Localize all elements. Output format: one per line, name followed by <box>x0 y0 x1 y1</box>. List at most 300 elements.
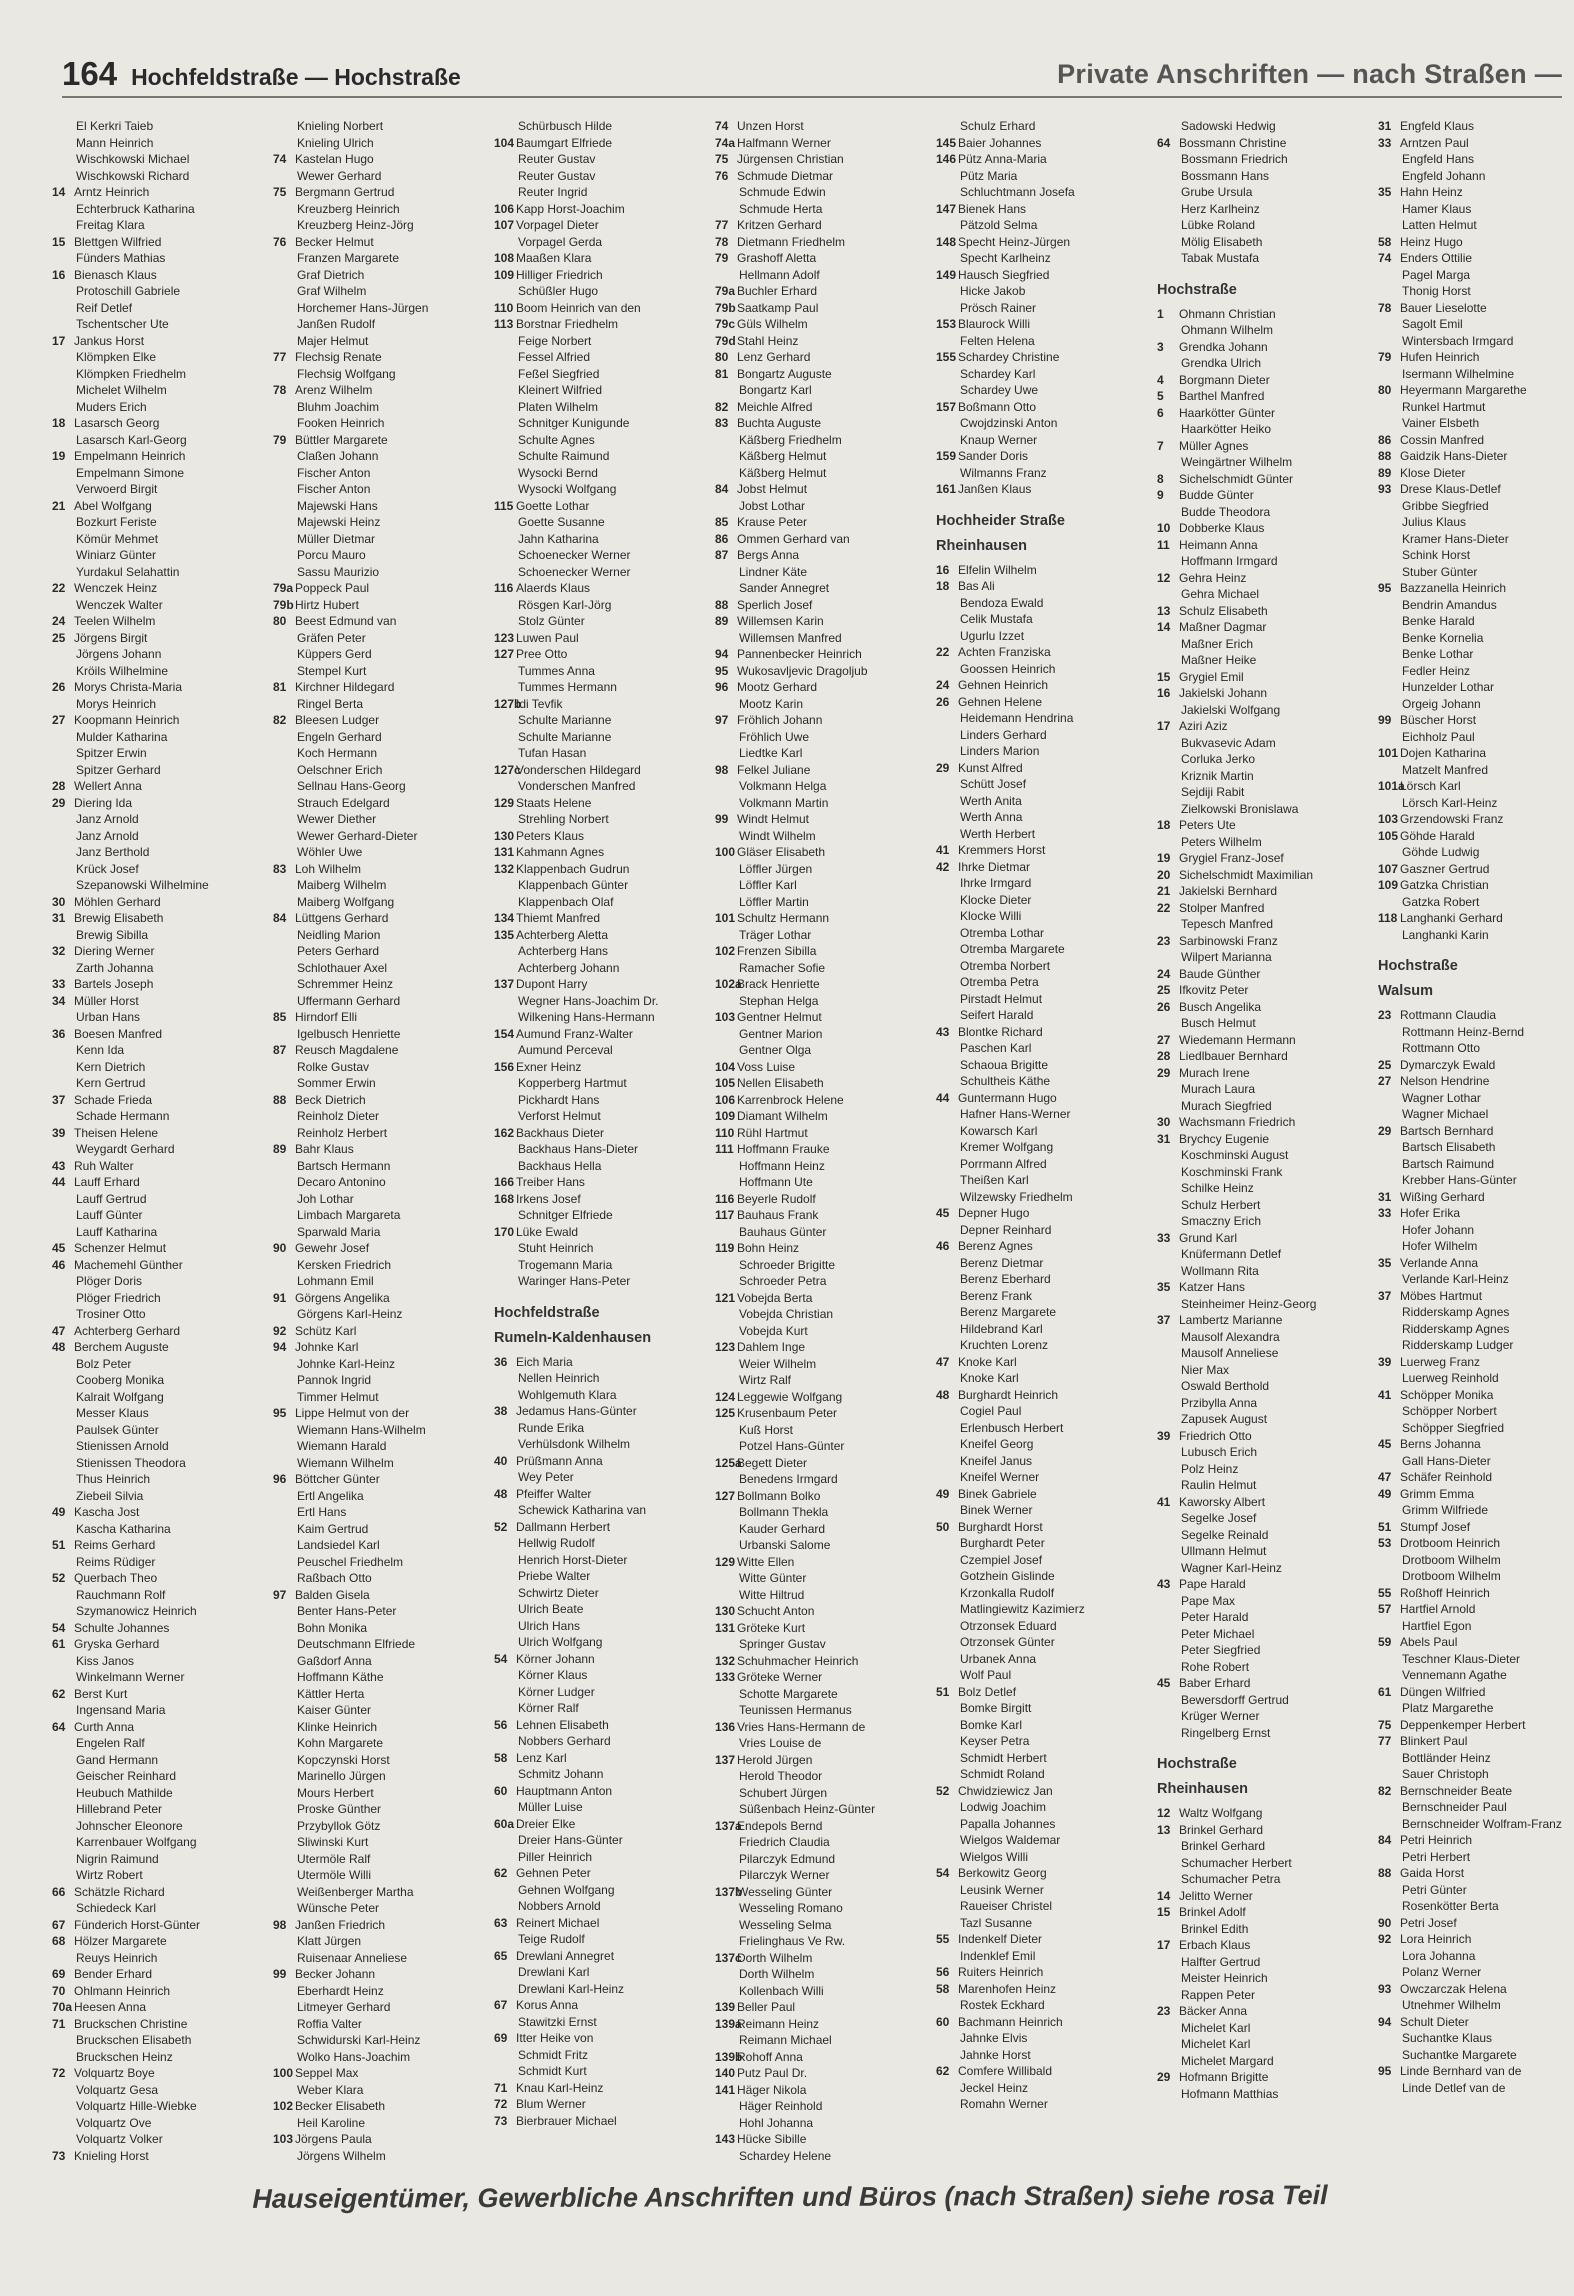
resident-entry: Cooberg Monika <box>76 1373 165 1387</box>
resident-entry: Yurdakul Selahattin <box>76 564 180 579</box>
house-number: 116 <box>494 581 514 595</box>
house-entry: 115 Goette Lothar <box>494 498 590 513</box>
house-entry: 99 Büscher Horst <box>1378 713 1477 727</box>
resident-entry: Pütz Maria <box>960 168 1018 183</box>
house-entry: 45 Schenzer Helmut <box>52 1241 167 1255</box>
resident-entry: Teschner Klaus-Dieter <box>1402 1651 1521 1666</box>
resident-entry: Jörgens Johann <box>76 647 162 661</box>
resident-entry: Thus Heinrich <box>76 1472 151 1486</box>
house-number: 96 <box>715 680 729 694</box>
resident-entry: Mölig Elisabeth <box>1181 234 1263 249</box>
resident-entry: Kowarsch Karl <box>960 1123 1038 1138</box>
resident-entry: Reinholz Dieter <box>297 1109 380 1123</box>
resident-entry: Maßner Heike <box>1181 653 1257 667</box>
resident-entry: Körner Klaus <box>518 1668 588 1682</box>
resident-entry: Reimann Michael <box>739 2033 832 2047</box>
house-entry: 25 Ifkovitz Peter <box>1157 983 1249 997</box>
house-number: 6 <box>1157 405 1164 420</box>
house-entry: 92 Lora Heinrich <box>1378 1932 1472 1946</box>
resident-entry: Benedens Irmgard <box>739 1472 838 1486</box>
resident-entry: Werth Anita <box>960 793 1022 808</box>
house-entry: 16 Bienasch Klaus <box>52 267 157 282</box>
resident-entry: Kuß Horst <box>739 1422 794 1437</box>
house-entry: 18 Peters Ute <box>1157 818 1236 832</box>
resident-entry: Kascha Katharina <box>76 1521 171 1536</box>
resident-entry: Werth Herbert <box>960 826 1036 841</box>
resident-entry: Flechsig Wolfgang <box>297 366 396 381</box>
resident-entry: Hartfiel Egon <box>1402 1618 1472 1633</box>
resident-entry: Sauer Christoph <box>1402 1767 1489 1781</box>
resident-entry: Fedler Heinz <box>1402 663 1471 678</box>
house-number: 161 <box>936 482 957 496</box>
house-entry: 61 Gryska Gerhard <box>52 1637 160 1651</box>
house-entry: 37 Lambertz Marianne <box>1157 1313 1283 1327</box>
house-number: 140 <box>715 2066 736 2080</box>
house-number: 22 <box>52 581 66 595</box>
resident-entry: Schink Horst <box>1402 548 1471 562</box>
street-heading: Hochstraße <box>1157 1756 1237 1772</box>
house-entry: 86 Ommen Gerhard van <box>715 531 850 546</box>
resident-entry: Michelet Margard <box>1181 2053 1274 2068</box>
resident-entry: Schulte Marianne <box>518 729 612 744</box>
house-entry: 79bSaatkamp Paul <box>715 300 819 315</box>
resident-entry: Stienissen Arnold <box>76 1439 169 1453</box>
resident-entry: Lodwig Joachim <box>960 1800 1047 1814</box>
house-number: 42 <box>936 859 950 874</box>
house-number: 148 <box>936 234 957 249</box>
house-number: 4 <box>1157 372 1164 387</box>
house-number: 29 <box>936 760 950 775</box>
house-number: 26 <box>52 680 66 694</box>
house-entry: 83 Buchta Auguste <box>715 416 822 430</box>
house-number: 61 <box>1378 1684 1392 1699</box>
house-number: 87 <box>715 548 729 562</box>
house-number: 75 <box>1378 1717 1392 1732</box>
house-entry: 9 Budde Günter <box>1157 488 1254 502</box>
house-entry: 43 Blontke Richard <box>936 1024 1043 1039</box>
resident-entry: Ertl Angelika <box>297 1488 364 1503</box>
house-number: 14 <box>1157 620 1171 634</box>
resident-entry: Verhülsdonk Wilhelm <box>518 1437 631 1451</box>
resident-entry: Wagner Karl-Heinz <box>1181 1560 1282 1575</box>
house-entry: 168 Irkens Josef <box>494 1191 581 1206</box>
resident-entry: Backhaus Hans-Dieter <box>518 1142 639 1156</box>
house-number: 79 <box>273 432 287 447</box>
house-number: 75 <box>715 152 729 166</box>
resident-entry: Ihrke Irmgard <box>960 876 1032 890</box>
house-number: 30 <box>52 894 66 909</box>
house-entry: 51 Bolz Detlef <box>936 1684 1017 1699</box>
house-entry: 44 Lauff Erhard <box>52 1175 140 1189</box>
resident-entry: Dreier Hans-Günter <box>518 1833 623 1847</box>
house-entry: 137 Dupont Harry <box>494 977 588 991</box>
house-entry: 43 Ruh Walter <box>52 1158 134 1173</box>
house-number: 89 <box>273 1142 287 1156</box>
house-number: 21 <box>1157 884 1171 898</box>
resident-entry: Hoffmann Käthe <box>297 1670 384 1684</box>
resident-entry: Stuber Günter <box>1402 564 1478 579</box>
house-number: 69 <box>494 2031 508 2045</box>
resident-entry: Theißen Karl <box>960 1173 1029 1187</box>
house-number: 31 <box>52 911 66 925</box>
house-number: 95 <box>273 1406 287 1420</box>
house-entry: 125 Krusenbaum Peter <box>715 1406 838 1420</box>
house-entry: 127 Pree Otto <box>494 647 568 661</box>
house-number: 125a <box>715 1455 742 1470</box>
house-entry: 31 Brychcy Eugenie <box>1157 1131 1270 1146</box>
resident-entry: Hofer Wilhelm <box>1402 1239 1478 1253</box>
resident-entry: Reuys Heinrich <box>76 1950 158 1965</box>
resident-entry: Orgeig Johann <box>1402 696 1481 711</box>
resident-entry: Achterberg Hans <box>518 944 609 958</box>
resident-entry: Otrzonsek Günter <box>960 1635 1055 1649</box>
resident-entry: Lohmann Emil <box>297 1274 374 1288</box>
resident-entry: Polz Heinz <box>1181 1461 1239 1476</box>
resident-entry: Wewer Diether <box>297 812 377 826</box>
house-entry: 35 Katzer Hans <box>1157 1280 1246 1294</box>
resident-entry: Segelke Reinald <box>1181 1527 1269 1542</box>
house-entry: 37 Schade Frieda <box>52 1092 153 1107</box>
house-entry: 12 Waltz Wolfgang <box>1157 1806 1263 1820</box>
resident-entry: Kreuzberg Heinrich <box>297 201 400 216</box>
house-entry: 139bRohoff Anna <box>715 2049 803 2064</box>
resident-entry: Koschminski August <box>1181 1148 1289 1162</box>
resident-entry: Fröhlich Uwe <box>739 729 810 744</box>
resident-entry: Schroeder Petra <box>739 1274 827 1288</box>
resident-entry: Binek Werner <box>960 1503 1033 1517</box>
house-entry: 46 Machemehl Günther <box>52 1257 183 1272</box>
house-entry: 141 Häger Nikola <box>715 2082 807 2097</box>
house-number: 92 <box>1378 1932 1392 1946</box>
house-number: 131 <box>494 845 515 859</box>
resident-entry: Bozkurt Feriste <box>76 515 157 529</box>
resident-entry: Schoenecker Werner <box>518 548 631 562</box>
house-number: 137c <box>715 1950 742 1965</box>
resident-entry: Eberhardt Heinz <box>297 1983 384 1998</box>
house-entry: 95 Linde Bernhard van de <box>1378 2064 1522 2078</box>
house-number: 49 <box>52 1505 66 1519</box>
resident-entry: Seifert Harald <box>960 1008 1034 1022</box>
resident-entry: Bomke Birgitt <box>960 1701 1032 1715</box>
house-number: 88 <box>1378 1866 1392 1880</box>
resident-entry: Peters Wilhelm <box>1181 834 1262 849</box>
resident-entry: Brewig Sibilla <box>76 927 149 942</box>
house-entry: 20 Sichelschmidt Maximilian <box>1157 867 1314 882</box>
house-entry: 79bHirtz Hubert <box>273 597 360 612</box>
house-entry: 109 Hilliger Friedrich <box>494 267 603 282</box>
resident-entry: Göhde Ludwig <box>1402 845 1480 859</box>
house-entry: 74 Enders Ottilie <box>1378 251 1473 265</box>
house-number: 40 <box>494 1453 508 1468</box>
resident-entry: Müller Luise <box>518 1800 583 1814</box>
house-entry: 33 Hofer Erika <box>1378 1206 1461 1220</box>
resident-entry: Kneifel Janus <box>960 1453 1033 1468</box>
house-entry: 8 Sichelschmidt Günter <box>1157 471 1294 486</box>
house-entry: 80 Beest Edmund van <box>273 614 397 628</box>
resident-entry: Eichholz Paul <box>1402 729 1475 744</box>
house-number: 99 <box>715 812 729 826</box>
resident-entry: Majewski Heinz <box>297 515 381 529</box>
house-number: 107 <box>494 218 515 232</box>
resident-entry: Berenz Frank <box>960 1288 1033 1303</box>
house-number: 139b <box>715 2049 743 2064</box>
house-entry: 127cVonderschen Hildegard <box>494 762 641 777</box>
house-number: 149 <box>936 267 957 282</box>
house-entry: 17 Aziri Aziz <box>1157 719 1228 733</box>
resident-entry: Schwidurski Karl-Heinz <box>297 2033 421 2047</box>
resident-entry: Klappenbach Olaf <box>518 894 614 909</box>
resident-entry: Herold Theodor <box>739 1769 823 1783</box>
house-number: 58 <box>1378 234 1392 249</box>
house-number: 70 <box>52 1983 66 1998</box>
house-entry: 99 Windt Helmut <box>715 812 810 826</box>
house-entry: 100 Gläser Elisabeth <box>715 845 826 859</box>
house-number: 52 <box>936 1783 950 1798</box>
resident-entry: Leusink Werner <box>960 1882 1044 1897</box>
house-entry: 101 Dojen Katharina <box>1378 746 1487 760</box>
house-entry: 105 Göhde Harald <box>1378 828 1475 843</box>
house-number: 98 <box>715 762 729 777</box>
house-entry: 51 Reims Gerhard <box>52 1538 156 1552</box>
house-entry: 58 Marenhofen Heinz <box>936 1981 1057 1996</box>
resident-entry: Berenz Margarete <box>960 1305 1057 1319</box>
house-entry: 102 Frenzen Sibilla <box>715 944 817 958</box>
resident-entry: Fünders Mathias <box>76 251 166 265</box>
house-number: 145 <box>936 135 957 150</box>
resident-entry: Bendrin Amandus <box>1402 597 1497 612</box>
house-number: 78 <box>273 383 287 397</box>
resident-entry: Kreuzberg Heinz-Jörg <box>297 218 414 232</box>
resident-entry: Benke Kornelia <box>1402 630 1484 645</box>
resident-entry: Romahn Werner <box>960 2097 1048 2111</box>
resident-entry: Bossmann Hans <box>1181 168 1270 183</box>
house-entry: 1 Ohmann Christian <box>1157 306 1276 321</box>
house-number: 11 <box>1157 537 1170 552</box>
resident-entry: Sander Annegret <box>739 581 830 595</box>
resident-entry: Wohlgemuth Klara <box>518 1387 617 1402</box>
resident-entry: Tummes Anna <box>518 663 595 678</box>
resident-entry: Burghardt Peter <box>960 1536 1045 1550</box>
house-entry: 94 Schult Dieter <box>1378 2014 1469 2029</box>
house-number: 13 <box>1157 1822 1171 1837</box>
resident-entry: Reuter Gustav <box>518 152 596 166</box>
resident-entry: Verlande Karl-Heinz <box>1402 1272 1509 1286</box>
house-entry: 127bIdi Tevfik <box>494 696 563 711</box>
resident-entry: Drewlani Karl <box>518 1965 590 1979</box>
resident-entry: Bukvasevic Adam <box>1181 735 1276 750</box>
house-number: 101 <box>715 911 736 925</box>
resident-entry: Bomke Karl <box>960 1717 1023 1732</box>
house-number: 55 <box>936 1932 950 1946</box>
house-entry: 27 Koopmann Heinrich <box>52 713 180 727</box>
resident-entry: Limbach Margareta <box>297 1208 401 1222</box>
house-number: 27 <box>52 713 66 727</box>
house-entry: 42 Ihrke Dietmar <box>936 859 1031 874</box>
house-entry: 14 Maßner Dagmar <box>1157 620 1267 634</box>
house-number: 101 <box>1378 746 1399 760</box>
resident-entry: Trosiner Otto <box>76 1307 146 1321</box>
house-entry: 130 Peters Klaus <box>494 828 585 843</box>
house-number: 162 <box>494 1125 515 1140</box>
house-number: 125 <box>715 1406 736 1420</box>
house-entry: 79 Büttler Margarete <box>273 432 388 447</box>
resident-entry: Wenczek Walter <box>76 597 163 612</box>
resident-entry: Otremba Petra <box>960 975 1039 989</box>
resident-entry: Reif Detlef <box>76 300 133 315</box>
house-entry: 26 Busch Angelika <box>1157 999 1262 1014</box>
resident-entry: Mootz Karin <box>739 696 804 711</box>
house-entry: 61 Düngen Wilfried <box>1378 1684 1486 1699</box>
resident-entry: Bewersdorff Gertrud <box>1181 1692 1289 1707</box>
resident-entry: Ruisenaar Anneliese <box>297 1950 408 1965</box>
house-entry: 48 Berchem Auguste <box>52 1340 169 1354</box>
resident-entry: Kleinert Wilfried <box>518 383 603 397</box>
resident-entry: Bauhaus Günter <box>739 1224 827 1239</box>
resident-entry: Drotboom Wilhelm <box>1402 1552 1501 1567</box>
house-entry: 24 Baude Günther <box>1157 966 1261 981</box>
resident-entry: Schardey Karl <box>960 366 1036 381</box>
house-entry: 18 Bas Ali <box>936 579 995 593</box>
house-number: 24 <box>52 614 66 628</box>
resident-entry: Szepanowski Wilhelmine <box>76 878 209 892</box>
resident-entry: Ugurlu Izzet <box>960 628 1025 643</box>
house-entry: 82 Meichle Alfred <box>715 399 813 414</box>
resident-entry: Knaup Werner <box>960 432 1038 447</box>
house-entry: 60a Dreier Elke <box>494 1816 576 1831</box>
resident-entry: Maiberg Wolfgang <box>297 894 395 909</box>
resident-entry: Vries Louise de <box>739 1736 822 1750</box>
resident-entry: Roffia Valter <box>297 2016 362 2031</box>
resident-entry: Müller Dietmar <box>297 531 376 546</box>
house-number: 26 <box>936 694 950 709</box>
resident-entry: Klocke Dieter <box>960 892 1032 907</box>
resident-entry: Klömpken Elke <box>76 350 157 364</box>
column-4 <box>715 118 898 2163</box>
resident-entry: Kröils Wilhelmine <box>76 663 169 678</box>
house-number: 48 <box>52 1340 66 1354</box>
house-number: 16 <box>52 267 66 282</box>
house-number: 14 <box>52 185 66 199</box>
resident-entry: Bartsch Raimund <box>1402 1156 1495 1171</box>
resident-entry: Urbanski Salome <box>739 1538 831 1552</box>
resident-entry: Berenz Eberhard <box>960 1272 1051 1286</box>
house-number: 94 <box>273 1340 287 1354</box>
resident-entry: Landsiedel Karl <box>297 1538 380 1552</box>
resident-entry: Bluhm Joachim <box>297 399 380 414</box>
resident-entry: Schilke Heinz <box>1181 1181 1254 1195</box>
resident-entry: Wolf Paul <box>960 1668 1012 1682</box>
resident-entry: Kättler Herta <box>297 1686 365 1701</box>
resident-entry: Wagner Michael <box>1402 1107 1489 1121</box>
house-number: 74 <box>273 152 287 166</box>
resident-entry: Utermöle Willi <box>297 1868 372 1882</box>
house-number: 68 <box>52 1934 66 1948</box>
house-number: 58 <box>936 1981 950 1996</box>
house-entry: 116 Alaerds Klaus <box>494 581 591 595</box>
house-number: 89 <box>715 614 729 628</box>
house-entry: 58 Lenz Karl <box>494 1750 567 1765</box>
house-number: 60a <box>494 1816 515 1831</box>
resident-entry: Otrzonsek Eduard <box>960 1618 1057 1633</box>
resident-entry: Stuht Heinrich <box>518 1241 594 1255</box>
house-entry: 139aReimann Heinz <box>715 2016 820 2031</box>
house-number: 137b <box>715 1884 743 1899</box>
resident-entry: Ridderskamp Agnes <box>1402 1305 1510 1319</box>
house-entry: 24 Gehnen Heinrich <box>936 678 1049 692</box>
house-number: 79 <box>715 251 729 265</box>
house-number: 18 <box>52 416 66 430</box>
house-number: 25 <box>1157 983 1171 997</box>
house-number: 73 <box>494 2113 508 2128</box>
house-entry: 23 Rottmann Claudia <box>1378 1008 1497 1022</box>
house-entry: 147 Bienek Hans <box>936 201 1027 216</box>
house-entry: 23 Bäcker Anna <box>1157 2004 1248 2018</box>
resident-entry: Knieling Ulrich <box>297 135 374 150</box>
house-number: 133 <box>715 1670 736 1684</box>
house-entry: 31 Engfeld Klaus <box>1378 119 1475 133</box>
resident-entry: Horchemer Hans-Jürgen <box>297 300 429 315</box>
house-number: 48 <box>936 1387 950 1402</box>
resident-entry: Wintersbach Irmgard <box>1402 333 1514 348</box>
house-entry: 23 Sarbinowski Franz <box>1157 933 1278 948</box>
house-entry: 129 Witte Ellen <box>715 1554 795 1569</box>
resident-entry: Drewlani Karl-Heinz <box>518 1981 625 1996</box>
resident-entry: Schardey Uwe <box>960 383 1039 397</box>
resident-entry: Rosenkötter Berta <box>1402 1899 1499 1913</box>
house-entry: 35 Verlande Anna <box>1378 1255 1479 1270</box>
house-entry: 60 Hauptmann Anton <box>494 1783 613 1798</box>
resident-entry: Ringel Berta <box>297 696 364 711</box>
house-number: 77 <box>1378 1734 1392 1748</box>
resident-entry: Löffler Martin <box>739 894 809 909</box>
house-number: 110 <box>494 300 514 315</box>
house-number: 62 <box>52 1686 66 1701</box>
resident-entry: Schiedeck Karl <box>76 1901 157 1915</box>
resident-entry: Oelschner Erich <box>297 762 383 777</box>
house-number: 109 <box>715 1109 736 1123</box>
resident-entry: Bolz Peter <box>76 1356 132 1371</box>
resident-entry: Fooken Heinrich <box>297 416 385 430</box>
resident-entry: Pagel Marga <box>1402 267 1471 282</box>
house-number: 25 <box>1378 1057 1392 1072</box>
house-number: 23 <box>1378 1008 1392 1022</box>
resident-entry: Winkelmann Werner <box>76 1670 185 1684</box>
resident-entry: Schmidt Roland <box>960 1767 1045 1781</box>
resident-entry: Spitzer Erwin <box>76 746 147 760</box>
resident-entry: Vorpagel Gerda <box>518 234 603 249</box>
resident-entry: Rösgen Karl-Jörg <box>518 597 612 612</box>
resident-entry: Verwoerd Birgit <box>76 482 158 496</box>
house-entry: 6 Haarkötter Günter <box>1157 405 1276 420</box>
resident-entry: Wewer Gerhard-Dieter <box>297 828 418 843</box>
resident-entry: Wiemann Harald <box>297 1439 387 1453</box>
house-entry: 82 Bleesen Ludger <box>273 713 380 727</box>
resident-entry: Stolz Günter <box>518 614 585 628</box>
house-number: 69 <box>52 1967 66 1981</box>
resident-entry: Strauch Edelgard <box>297 795 390 810</box>
resident-entry: Hellmann Adolf <box>739 267 820 282</box>
resident-entry: Tabak Mustafa <box>1181 251 1260 265</box>
house-number: 19 <box>1157 851 1171 865</box>
house-number: 78 <box>1378 300 1392 315</box>
house-number: 8 <box>1157 471 1164 486</box>
resident-entry: Maiberg Wilhelm <box>297 878 387 892</box>
house-entry: 157 Boßmann Otto <box>936 399 1037 414</box>
resident-entry: Süßenbach Heinz-Günter <box>739 1802 876 1816</box>
resident-entry: Ertl Hans <box>297 1505 347 1519</box>
house-entry: 41 Kremmers Horst <box>936 843 1046 857</box>
resident-entry: Jakielski Wolfgang <box>1181 702 1281 717</box>
